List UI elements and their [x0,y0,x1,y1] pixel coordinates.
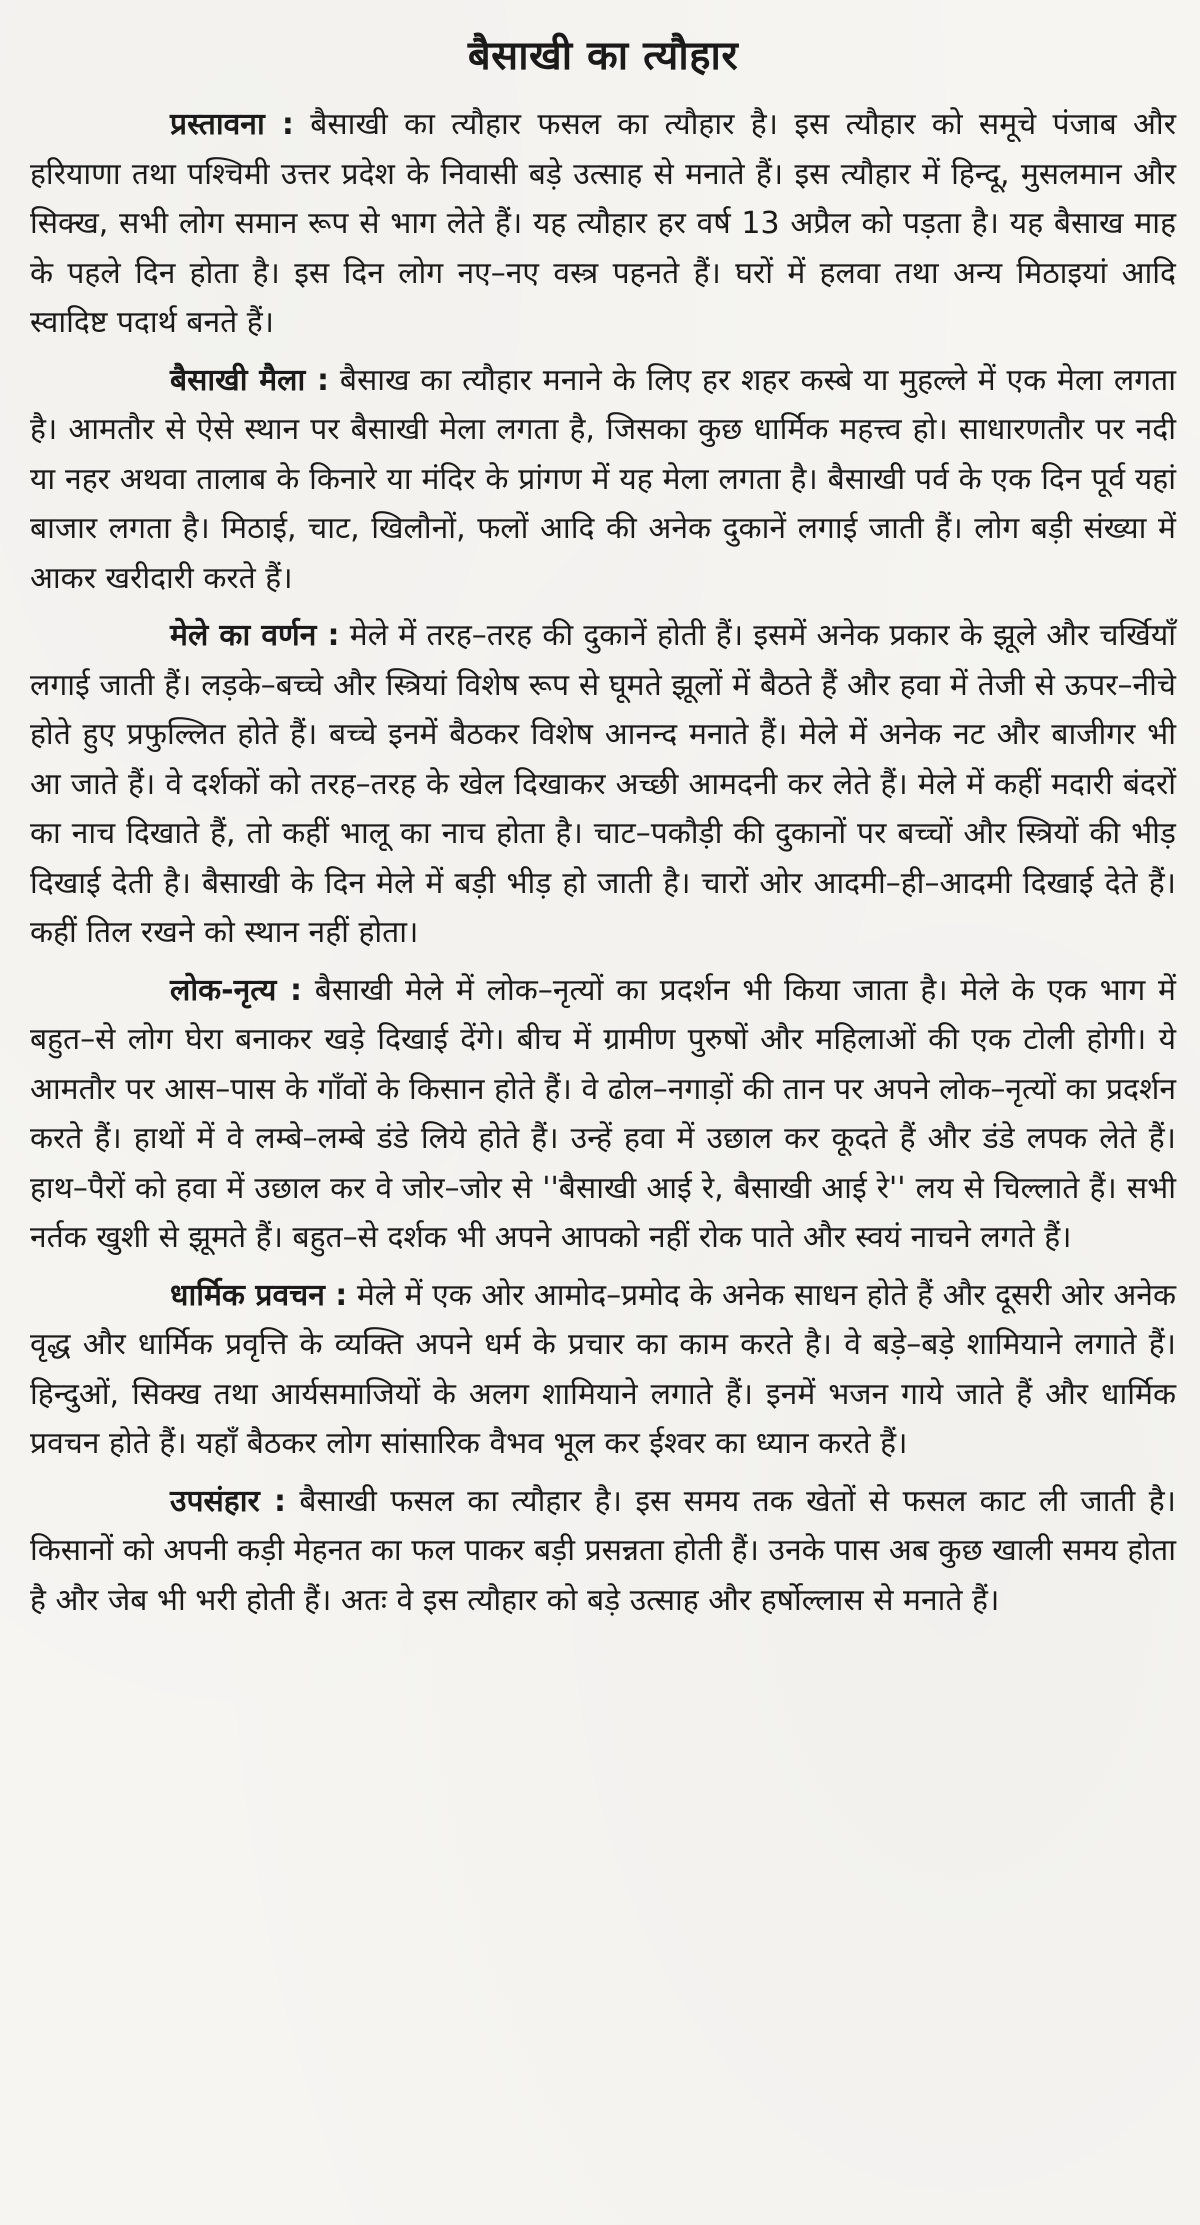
section-text: बैसाख का त्यौहार मनाने के लिए हर शहर कस्बे या मुहल्ले में एक मेला लगता है। आमतौर से ऐसे स्थान पर बैसाखी मेला लगता है, जिसका कुछ धार्मिक महत्त्व हो। साधारणतौर पर नदी या नहर अथवा तालाब के किनारे या मंदिर के प्रांगण में यह मेला लगता है। बैसाखी पर्व के एक दिन पूर्व यहां बाजार लगता है। मिठाई, चाट, खिलौनों, फलों आदि की अनेक दुकानें लगाई जाती हैं। लोग बड़ी संख्या में आकर खरीदारी करते हैं। [30,362,1176,596]
section-heading: उपसंहार : [170,1483,286,1519]
section-folk-dance [30,966,1176,1263]
section-heading: लोक-नृत्य : [170,972,302,1008]
section-text: बैसाखी मेले में लोक–नृत्यों का प्रदर्शन भी किया जाता है। मेले के एक भाग में बहुत–से लोग घेरा बनाकर खड़े दिखाई देंगे। बीच में ग्रामीण पुरुषों और महिलाओं की एक टोली होगी। ये आमतौर पर आस–पास के गाँवों के किसान होते हैं। वे ढोल–नगाड़ों की तान पर अपने लोक–नृत्यों का प्रदर्शन करते हैं। हाथों में वे लम्बे–लम्बे डंडे लिये होते हैं। उन्हें हवा में उछाल कर कूदते हैं और डंडे लपक लेते हैं। हाथ–पैरों को हवा में उछाल कर वे जोर–जोर से ''बैसाखी आई रे, बैसाखी आई रे'' लय से चिल्लाते हैं। सभी नर्तक खुशी से झूमते हैं। बहुत–से दर्शक भी अपने आपको नहीं रोक पाते और स्वयं नाचने लगते हैं। [30,972,1176,1255]
section-baisakhi-fair [30,356,1176,604]
section-text: बैसाखी का त्यौहार फसल का त्यौहार है। इस त्यौहार को समूचे पंजाब और हरियाणा तथा पश्चिमी उत्तर प्रदेश के निवासी बड़े उत्साह से मनाते हैं। इस त्यौहार में हिन्दू, मुसलमान और सिक्ख, सभी लोग समान रूप से भाग लेते हैं। यह त्यौहार हर वर्ष 13 अप्रैल को पड़ता है। यह बैसाख माह के पहले दिन होता है। इस दिन लोग नए–नए वस्त्र पहनते हैं। घरों में हलवा तथा अन्य मिठाइयां आदि स्वादिष्ट पदार्थ बनते हैं। [30,107,1176,340]
section-fair-description [30,611,1176,958]
section-religious-discourse [30,1271,1176,1469]
essay-title: बैसाखी का त्यौहार [467,33,739,79]
section-heading: मेले का वर्णन : [170,618,340,653]
section-text: बैसाखी फसल का त्यौहार है। इस समय तक खेतों से फसल काट ली जाती है। किसानों को अपनी कड़ी मेहनत का फल पाकर बड़ी प्रसन्नता होती हैं। उनके पास अब कुछ खाली समय होता है और जेब भी भरी होती हैं। अतः वे इस त्यौहार को बड़े उत्साह और हर्षोल्लास से मनाते हैं। [30,1483,1176,1618]
section-heading: प्रस्तावना : [170,107,294,142]
section-heading: धार्मिक प्रवचन : [170,1277,348,1313]
section-text: मेले में एक ओर आमोद–प्रमोद के अनेक साधन होते हैं और दूसरी ओर अनेक वृद्ध और धार्मिक प्रवृत्ति के व्यक्ति अपने धर्म के प्रचार का काम करते है। वे बड़े–बड़े शामियाने लगाते हैं। हिन्दुओं, सिक्ख तथा आर्यसमाजियों के अलग शामियाने लगाते हैं। इनमें भजन गाये जाते हैं और धार्मिक प्रवचन होते हैं। यहाँ बैठकर लोग सांसारिक वैभव भूल कर ईश्वर का ध्यान करते हैं। [30,1277,1176,1461]
section-conclusion [30,1477,1176,1626]
section-heading: बैसाखी मैला : [170,362,330,398]
section-introduction [30,100,1176,348]
section-text: मेले में तरह–तरह की दुकानें होती हैं। इसमें अनेक प्रकार के झूले और चर्खियाँ लगाई जाती हैं। लड़के–बच्चे और स्त्रियां विशेष रूप से घूमते झूलों में बैठते हैं और हवा में तेजी से ऊपर–नीचे होते हुए प्रफुल्लित होते हैं। बच्चे इनमें बैठकर विशेष आनन्द मनाते हैं। मेले में अनेक नट और बाजीगर भी आ जाते हैं। वे दर्शकों को तरह–तरह के खेल दिखाकर अच्छी आमदनी कर लेते हैं। मेले में कहीं मदारी बंदरों का नाच दिखाते हैं, तो कहीं भालू का नाच होता है। चाट–पकौड़ी की दुकानों पर बच्चों और स्त्रियों की भीड़ दिखाई देती है। बैसाखी के दिन मेले में बड़ी भीड़ हो जाती है। चारों ओर आदमी–ही–आदमी दिखाई देते हैं। कहीं तिल रखने को स्थान नहीं होता। [30,618,1176,950]
